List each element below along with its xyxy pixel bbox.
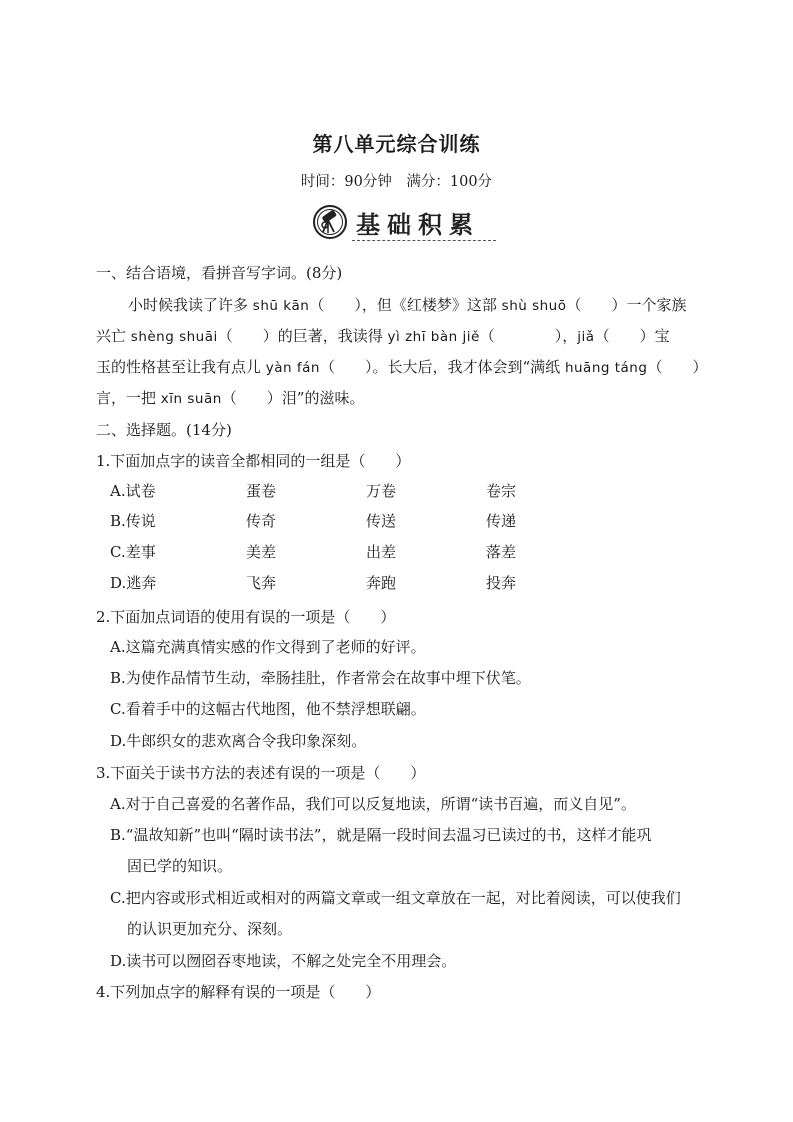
option-cell: 美差 bbox=[246, 543, 277, 561]
option-cell: B.传说 bbox=[110, 512, 156, 530]
option-cell: 传奇 bbox=[246, 512, 277, 530]
q2-3-option-b: B.“温故知新”也叫“隔时读书法”，就是隔一段时间去温习已读过的书，这样才能巩 bbox=[110, 826, 652, 844]
option-cell: A.试卷 bbox=[110, 482, 156, 500]
option-cell: 飞奔 bbox=[246, 574, 277, 592]
exam-meta: 时间：90分钟 满分：100分 bbox=[300, 174, 493, 190]
option-cell: 奔跑 bbox=[366, 574, 397, 592]
option-cell: 落差 bbox=[486, 543, 517, 561]
q2-3-stem: 3.下面关于读书方法的表述有误的一项是（ ） bbox=[96, 764, 426, 782]
option-cell: 传递 bbox=[486, 512, 517, 530]
q2-3-option-c-cont: 的认识更加充分、深刻。 bbox=[127, 920, 293, 938]
page-title: 第八单元综合训练 bbox=[312, 132, 481, 156]
q2-3-option-c: C.把内容或形式相近或相对的两篇文章或一组文章放在一起，对比着阅读，可以使我们 bbox=[110, 889, 681, 907]
q2-1-stem: 1.下面加点字的读音全都相同的一组是（ ） bbox=[96, 452, 411, 470]
q2-heading: 二、选择题。(14分) bbox=[96, 421, 232, 439]
option-cell: 传送 bbox=[366, 512, 397, 530]
section-badge bbox=[312, 203, 496, 245]
option-cell: 投奔 bbox=[486, 574, 517, 592]
pinyin: shū kān bbox=[252, 298, 310, 314]
q2-2-stem: 2.下面加点词语的使用有误的一项是（ ） bbox=[96, 608, 396, 626]
option-cell: D.逃奔 bbox=[110, 574, 157, 592]
q2-4-stem: 4.下列加点字的解释有误的一项是（ ） bbox=[96, 983, 381, 1001]
option-cell: 卷宗 bbox=[486, 482, 517, 500]
q2-2-option-d: D.牛郎织女的悲欢离合令我印象深刻。 bbox=[110, 732, 367, 750]
option-cell: 蛋卷 bbox=[246, 482, 277, 500]
q2-3-option-a: A.对于自己喜爱的名著作品，我们可以反复地读，所谓“读书百遍，而义自见”。 bbox=[110, 795, 636, 813]
q2-3-option-d: D.读书可以囫囵吞枣地读，不解之处完全不用理会。 bbox=[110, 952, 457, 970]
pinyin: xīn suān bbox=[160, 391, 222, 407]
telescope-globe-icon bbox=[312, 204, 348, 240]
pinyin: shèng shuāi bbox=[130, 329, 218, 345]
q1-line-4: 言，一把 xīn suān（ ）泪”的滋味。 bbox=[96, 389, 365, 407]
q1-line-2: 兴亡 shèng shuāi（ ）的巨著，我读得 yì zhī bàn jiě（ ），jiǎ（ ）宝 bbox=[96, 327, 670, 345]
option-cell: C.差事 bbox=[110, 543, 156, 561]
pinyin: shù shuō bbox=[501, 298, 567, 314]
pinyin: yì zhī bàn jiě bbox=[387, 329, 480, 345]
q1-heading: 一、结合语境，看拼音写字词。(8分) bbox=[96, 264, 343, 282]
badge-underline bbox=[352, 240, 496, 241]
pinyin: yàn fán bbox=[265, 360, 320, 376]
q2-3-option-b-cont: 固已学的知识。 bbox=[127, 857, 233, 875]
q2-2-option-c: C.看着手中的这幅古代地图，他不禁浮想联翩。 bbox=[110, 700, 426, 718]
pinyin: jiǎ bbox=[577, 329, 595, 345]
q1-line-1: 小时候我读了许多 shū kān（ ），但《红楼梦》这部 shù shuō（ ）一个家族 bbox=[128, 296, 687, 314]
q1-line-3: 玉的性格甚至让我有点儿 yàn fán（ ）。长大后，我才体会到“满纸 huāng táng（ ） bbox=[96, 358, 708, 376]
section-badge-label: 基础积累 bbox=[356, 211, 480, 239]
option-cell: 出差 bbox=[366, 543, 397, 561]
q2-2-option-b: B.为使作品情节生动，牵肠挂肚，作者常会在故事中埋下伏笔。 bbox=[110, 669, 531, 687]
q2-2-option-a: A.这篇充满真情实感的作文得到了老师的好评。 bbox=[110, 638, 426, 656]
pinyin: huāng táng bbox=[564, 360, 648, 376]
option-cell: 万卷 bbox=[366, 482, 397, 500]
